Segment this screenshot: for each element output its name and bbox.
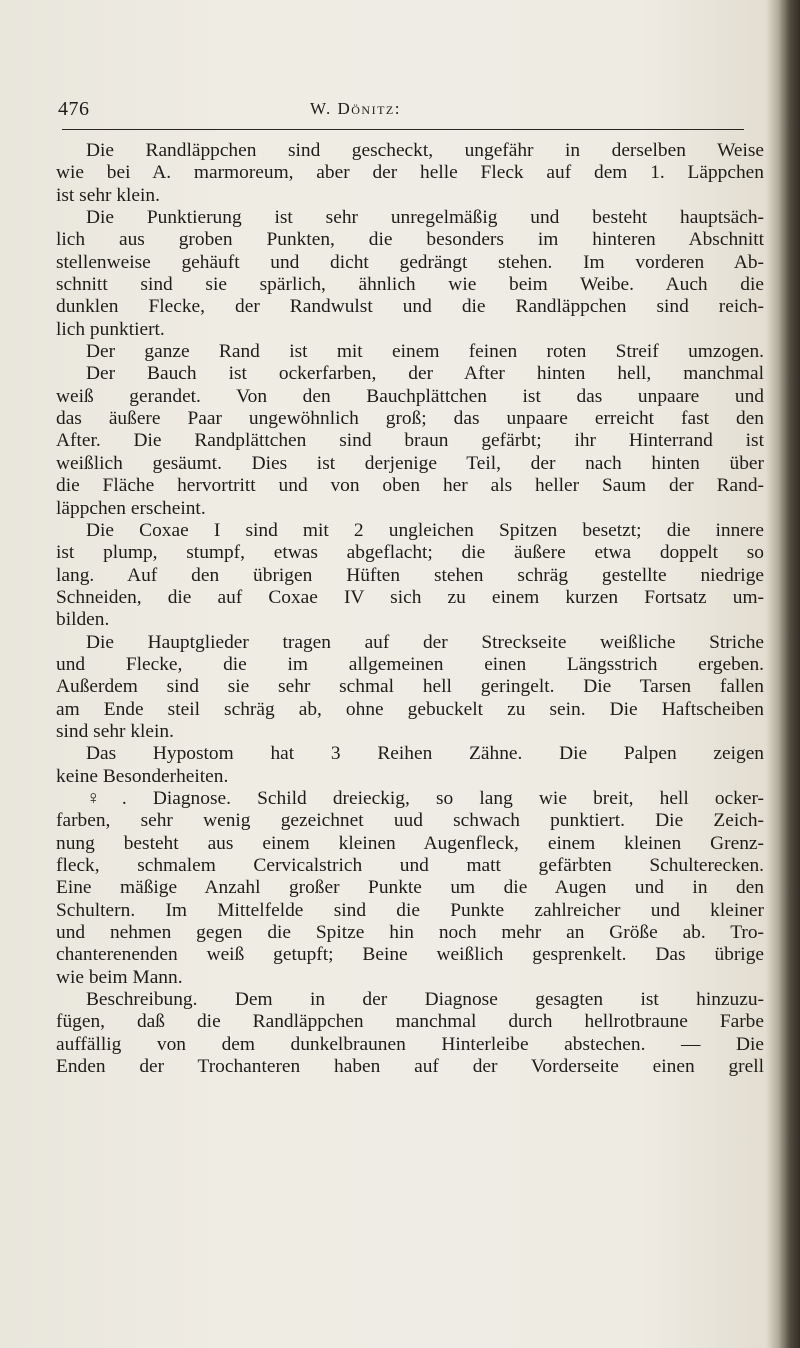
text-line: Das Hypostom hat 3 Reihen Zähne. Die Palpen zeigen <box>86 743 764 765</box>
text-line: ist sehr klein. <box>56 184 160 206</box>
text-line: auffällig von dem dunkelbraunen Hinterleibe abstechen. — Die <box>56 1033 764 1055</box>
text-line: Schultern. Im Mittelfelde sind die Punkte zahlreicher und kleiner <box>56 899 764 921</box>
text-line: lang. Auf den übrigen Hüften stehen schräg gestellte niedrige <box>56 564 764 586</box>
text-line: und Flecke, die im allgemeinen einen Längsstrich ergeben. <box>56 653 764 675</box>
text-line: Eine mäßige Anzahl großer Punkte um die Augen und in den <box>56 877 764 899</box>
header-rule <box>62 129 744 130</box>
body-text <box>56 140 764 1078</box>
text-line: farben, sehr wenig gezeichnet uud schwach punktiert. Die Zeich- <box>56 810 764 832</box>
text-line: die Fläche hervortritt und von oben her als heller Saum der Rand- <box>56 475 764 497</box>
text-line: Der ganze Rand ist mit einem feinen roten Streif umzogen. <box>86 341 764 363</box>
text-line: Die Randläppchen sind gescheckt, ungefähr in derselben Weise <box>86 140 764 161</box>
text-line: After. Die Randplättchen sind braun gefärbt; ihr Hinterrand ist <box>56 430 764 452</box>
text-line: Beschreibung. Dem in der Diagnose gesagten ist hinzuzu- <box>86 989 764 1011</box>
text-line: wie beim Mann. <box>56 966 183 988</box>
text-line: Der Bauch ist ockerfarben, der After hinten hell, manchmal <box>86 363 764 385</box>
text-line: ♀. Diagnose. Schild dreieckig, so lang wie breit, hell ocker- <box>86 787 764 809</box>
text-line: stellenweise gehäuft und dicht gedrängt stehen. Im vorderen Ab- <box>56 251 764 273</box>
text-line: am Ende steil schräg ab, ohne gebuckelt zu sein. Die Haftscheiben <box>56 698 764 720</box>
text-line: Enden der Trochanteren haben auf der Vorderseite einen grell <box>56 1056 764 1078</box>
text-line: Schneiden, die auf Coxae IV sich zu einem kurzen Fortsatz um- <box>56 586 764 608</box>
text-line: fleck, schmalem Cervicalstrich und matt gefärbten Schulterecken. <box>56 855 764 876</box>
text-line: weißlich gesäumt. Dies ist derjenige Teil, der nach hinten über <box>56 452 764 474</box>
text-line: Die Punktierung ist sehr unregelmäßig und besteht hauptsäch- <box>86 207 764 229</box>
text-line: weiß gerandet. Von den Bauchplättchen ist das unpaare und <box>56 385 764 407</box>
text-line: Die Hauptglieder tragen auf der Streckseite weißliche Striche <box>86 631 764 653</box>
text-line: Die Coxae I sind mit 2 ungleichen Spitzen besetzt; die innere <box>86 519 764 541</box>
page-header <box>58 98 748 128</box>
text-line: chanterenenden weiß getupft; Beine weißlich gesprenkelt. Das übrige <box>56 944 764 966</box>
running-head: W. Dönitz: <box>310 99 401 118</box>
text-line: lich punktiert. <box>56 318 165 340</box>
text-line: bilden. <box>56 609 110 631</box>
text-line: Außerdem sind sie sehr schmal hell geringelt. Die Tarsen fallen <box>56 676 764 698</box>
text-line: schnitt sind sie spärlich, ähnlich wie beim Weibe. Auch die <box>56 274 764 296</box>
text-line: lich aus groben Punkten, die besonders im hinteren Abschnitt <box>56 229 764 251</box>
text-line: und nehmen gegen die Spitze hin noch mehr an Größe ab. Tro- <box>56 922 764 944</box>
text-line: nung besteht aus einem kleinen Augenfleck, einem kleinen Grenz- <box>56 832 764 854</box>
text-line: läppchen erscheint. <box>56 497 206 519</box>
text-line: das äußere Paar ungewöhnlich groß; das unpaare erreicht fast den <box>56 408 764 430</box>
text-line: fügen, daß die Randläppchen manchmal durch hellrotbraune Farbe <box>56 1011 764 1033</box>
text-line: dunklen Flecke, der Randwulst und die Randläppchen sind reich- <box>56 296 764 318</box>
text-line: sind sehr klein. <box>56 720 174 742</box>
text-line: keine Besonderheiten. <box>56 765 229 787</box>
text-line: wie bei A. marmoreum, aber der helle Fleck auf dem 1. Läppchen <box>56 162 764 184</box>
page-binding-edge <box>766 0 800 1348</box>
text-line: ist plump, stumpf, etwas abgeflacht; die äußere etwa doppelt so <box>56 542 764 564</box>
page-number: 476 <box>58 98 90 120</box>
